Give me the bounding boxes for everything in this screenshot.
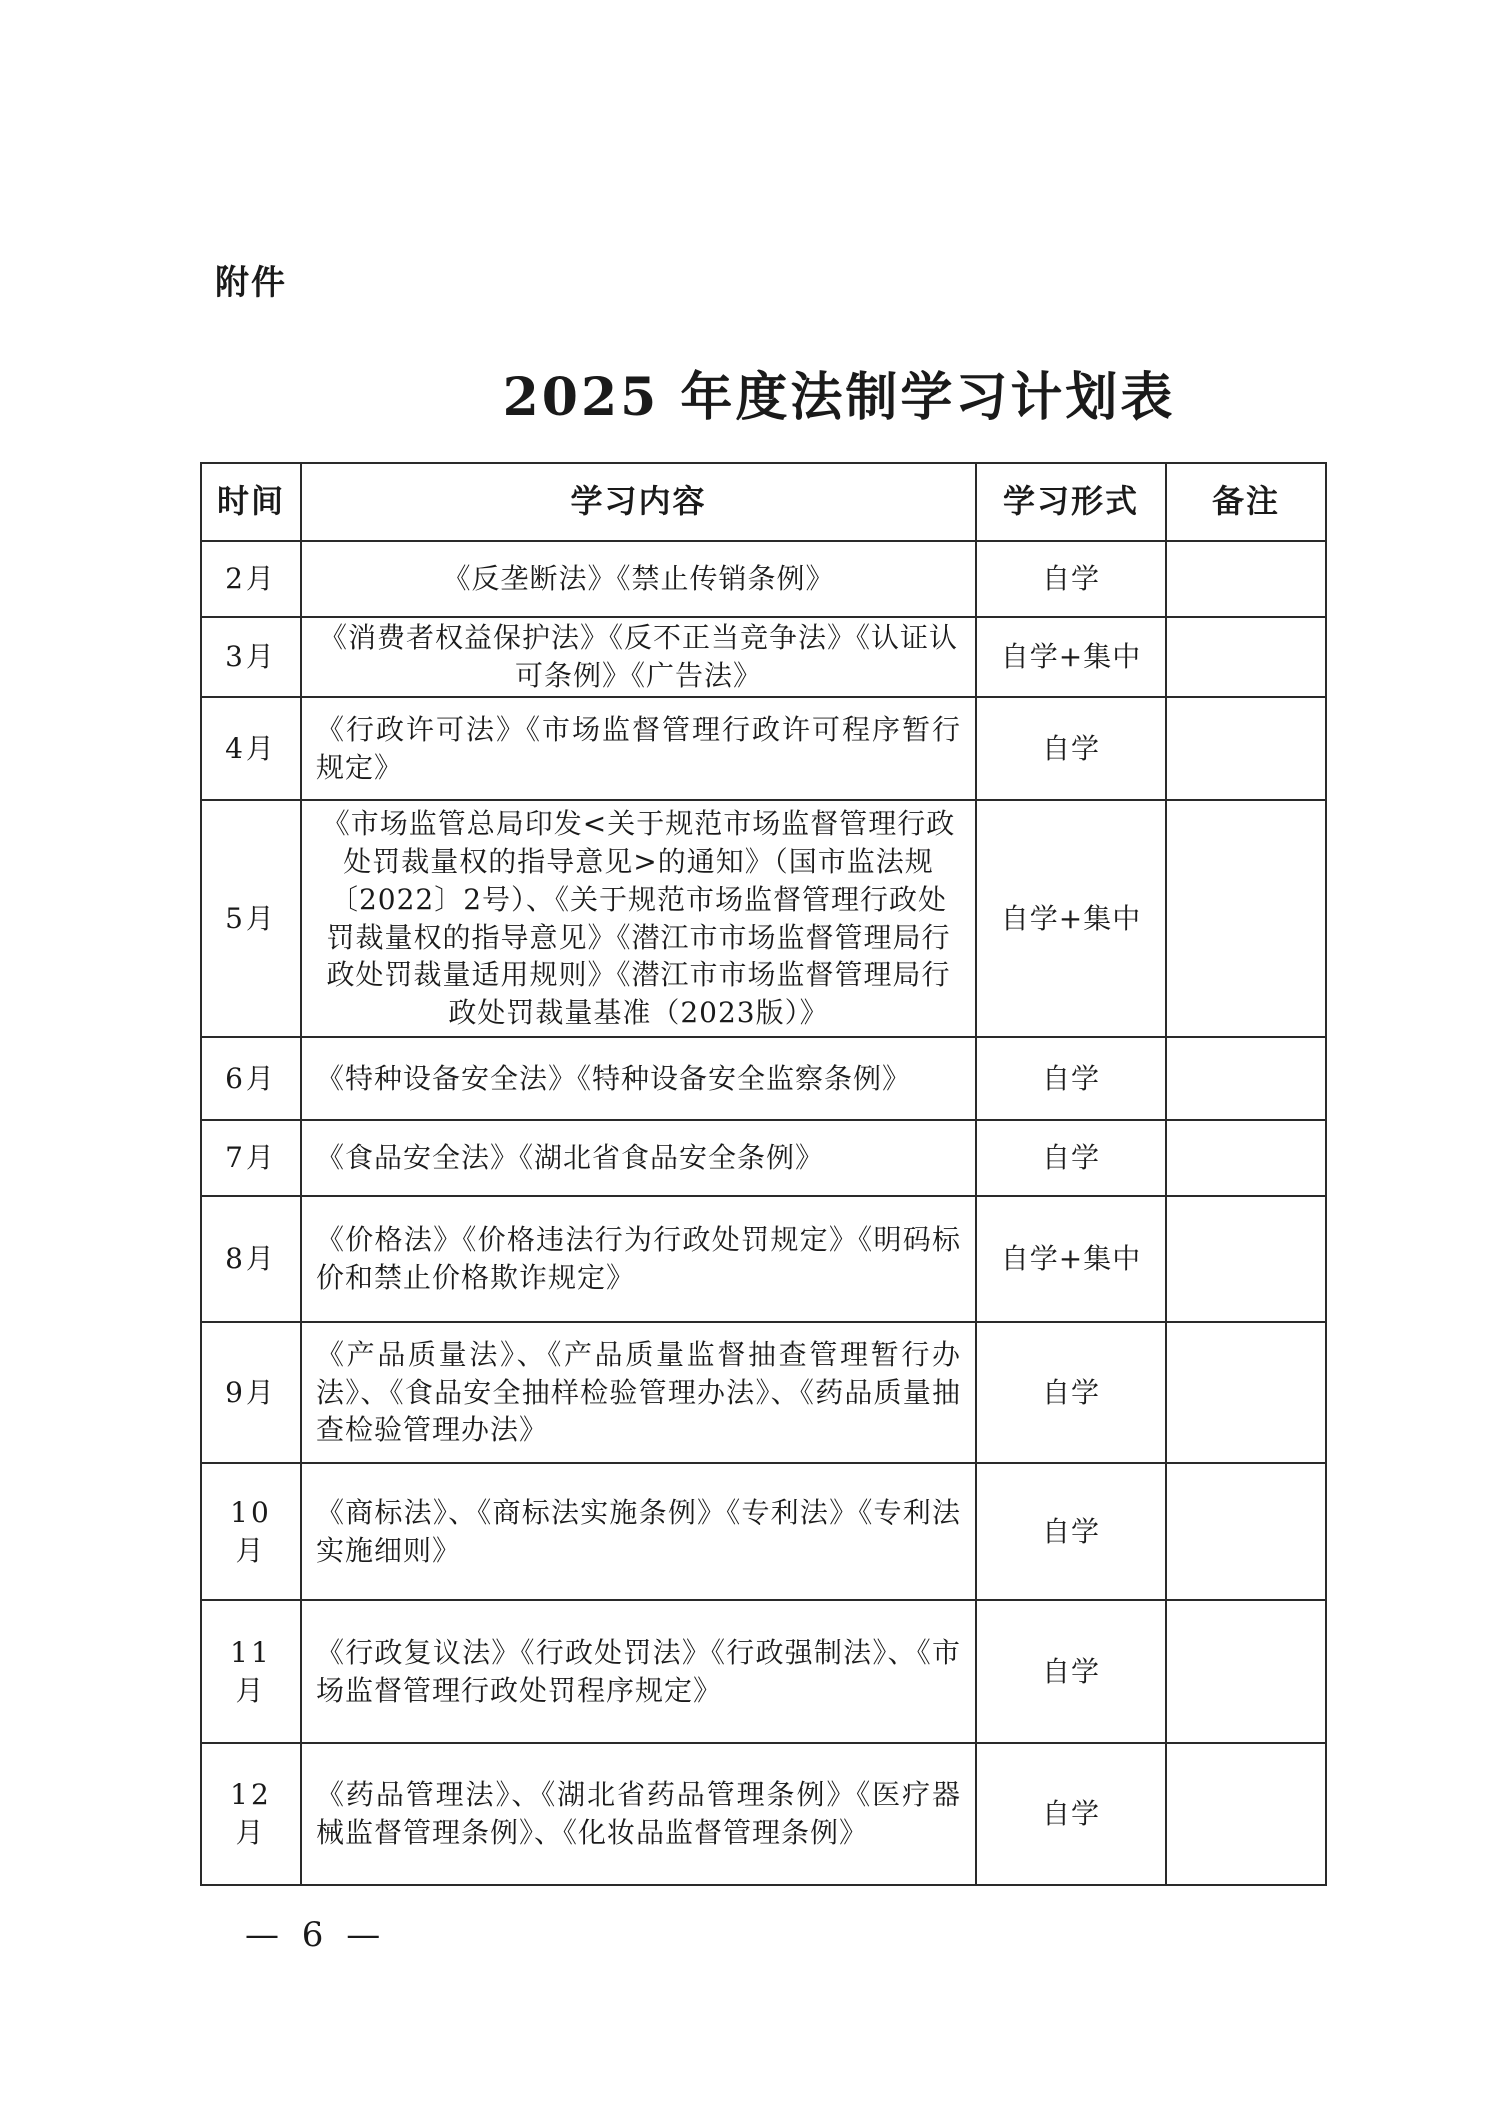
table-row bbox=[201, 1037, 1326, 1120]
row-month: 8月 bbox=[201, 1196, 301, 1322]
row-note bbox=[1166, 1322, 1326, 1463]
row-content: 《产品质量法》、《产品质量监督抽查管理暂行办法》、《食品安全抽样检验管理办法》、《药品质量抽查检验管理办法》 bbox=[301, 1322, 976, 1463]
row-content: 《市场监管总局印发<关于规范市场监督管理行政处罚裁量权的指导意见>的通知》（国市监法规〔2022〕2号）、《关于规范市场监督管理行政处罚裁量权的指导意见》《潜江市市场监督管理局行政处罚裁量适用规则》《潜江市市场监督管理局行政处罚裁量基准（2023版）》 bbox=[301, 800, 976, 1037]
row-content: 《药品管理法》、《湖北省药品管理条例》《医疗器械监督管理条例》、《化妆品监督管理条例》 bbox=[301, 1743, 976, 1885]
header-form: 学习形式 bbox=[976, 463, 1166, 541]
table-row bbox=[201, 1743, 1326, 1885]
row-content: 《特种设备安全法》《特种设备安全监察条例》 bbox=[301, 1037, 976, 1120]
table-row bbox=[201, 617, 1326, 697]
header-content: 学习内容 bbox=[301, 463, 976, 541]
row-form: 自学 bbox=[976, 1322, 1166, 1463]
row-content: 《价格法》《价格违法行为行政处罚规定》《明码标价和禁止价格欺诈规定》 bbox=[301, 1196, 976, 1322]
table-row bbox=[201, 1463, 1326, 1600]
row-form: 自学+集中 bbox=[976, 617, 1166, 697]
table-row bbox=[201, 1600, 1326, 1743]
row-form: 自学 bbox=[976, 1463, 1166, 1600]
row-month: 6月 bbox=[201, 1037, 301, 1120]
table-row bbox=[201, 1196, 1326, 1322]
row-form: 自学 bbox=[976, 1600, 1166, 1743]
row-content: 《反垄断法》《禁止传销条例》 bbox=[301, 541, 976, 617]
page-title: 2025 年度法制学习计划表 bbox=[502, 367, 1176, 428]
row-note bbox=[1166, 697, 1326, 800]
row-note bbox=[1166, 1196, 1326, 1322]
row-note bbox=[1166, 1120, 1326, 1196]
row-note bbox=[1166, 1037, 1326, 1120]
row-content: 《行政复议法》《行政处罚法》《行政强制法》、《市场监督管理行政处罚程序规定》 bbox=[301, 1600, 976, 1743]
row-note bbox=[1166, 800, 1326, 1037]
row-month: 7月 bbox=[201, 1120, 301, 1196]
row-month: 4月 bbox=[201, 697, 301, 800]
row-form: 自学+集中 bbox=[976, 800, 1166, 1037]
row-month: 5月 bbox=[201, 800, 301, 1037]
row-content: 《食品安全法》《湖北省食品安全条例》 bbox=[301, 1120, 976, 1196]
row-month: 11月 bbox=[201, 1600, 301, 1743]
table-row bbox=[201, 800, 1326, 1037]
row-form: 自学 bbox=[976, 1743, 1166, 1885]
row-note bbox=[1166, 1463, 1326, 1600]
row-content: 《商标法》、《商标法实施条例》《专利法》《专利法实施细则》 bbox=[301, 1463, 976, 1600]
row-note bbox=[1166, 541, 1326, 617]
row-form: 自学 bbox=[976, 1037, 1166, 1120]
table-row bbox=[201, 541, 1326, 617]
table-row bbox=[201, 1120, 1326, 1196]
page-number: — 6 — bbox=[245, 1915, 387, 1955]
row-note bbox=[1166, 1600, 1326, 1743]
row-month: 9月 bbox=[201, 1322, 301, 1463]
table-row bbox=[201, 697, 1326, 800]
row-form: 自学+集中 bbox=[976, 1196, 1166, 1322]
study-plan-table bbox=[200, 462, 1327, 1886]
row-form: 自学 bbox=[976, 1120, 1166, 1196]
row-note bbox=[1166, 617, 1326, 697]
header-time: 时间 bbox=[201, 463, 301, 541]
table-row bbox=[201, 1322, 1326, 1463]
header-note: 备注 bbox=[1166, 463, 1326, 541]
row-month: 10月 bbox=[201, 1463, 301, 1600]
row-content: 《消费者权益保护法》《反不正当竞争法》《认证认可条例》《广告法》 bbox=[301, 617, 976, 697]
row-month: 3月 bbox=[201, 617, 301, 697]
row-month: 12月 bbox=[201, 1743, 301, 1885]
row-form: 自学 bbox=[976, 541, 1166, 617]
row-content: 《行政许可法》《市场监督管理行政许可程序暂行规定》 bbox=[301, 697, 976, 800]
row-month: 2月 bbox=[201, 541, 301, 617]
table-header-row bbox=[201, 463, 1326, 541]
row-form: 自学 bbox=[976, 697, 1166, 800]
attachment-label: 附件 bbox=[215, 263, 287, 303]
row-note bbox=[1166, 1743, 1326, 1885]
